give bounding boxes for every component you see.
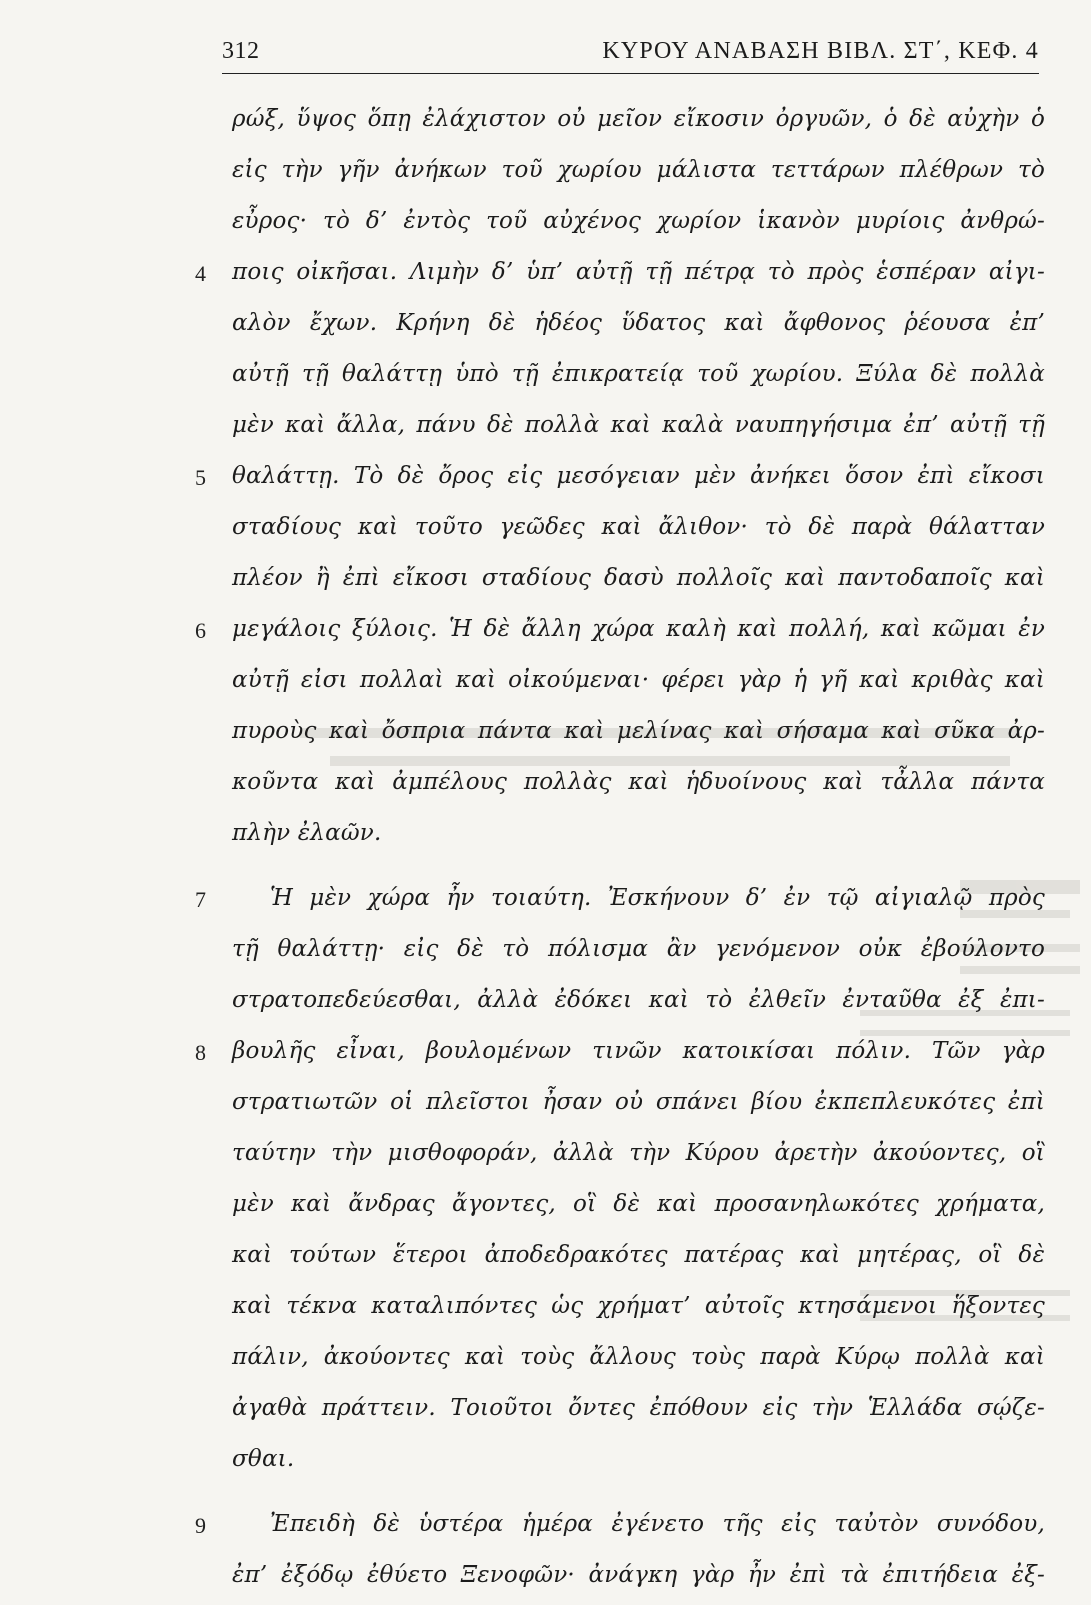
line-text: εἰς τὴν γῆν ἀνήκων τοῦ χωρίου μάλιστα τεττάρων πλέθρων τὸ xyxy=(232,157,1045,183)
line-text: πάλιν, ἀκούοντες καὶ τοὺς ἄλλους τοὺς παρὰ Κύρῳ πολλὰ καὶ xyxy=(232,1344,1045,1370)
text-line xyxy=(0,1336,1091,1387)
text-line xyxy=(0,1285,1091,1336)
line-text: πυροὺς καὶ ὄσπρια πάντα καὶ μελίνας καὶ σήσαμα καὶ σῦκα ἀρ- xyxy=(232,718,1045,744)
line-text: ἀγαθὰ πράττειν. Τοιοῦτοι ὄντες ἐπόθουν εἰς τὴν Ἑλλάδα σῴζε- xyxy=(232,1395,1045,1421)
line-text: βουλῆς εἶναι, βουλομένων τινῶν κατοικίσαι πόλιν. Τῶν γὰρ xyxy=(232,1038,1045,1064)
text-line xyxy=(0,251,1091,302)
line-text: σθαι. xyxy=(232,1446,295,1472)
text-line xyxy=(0,557,1091,608)
line-text: Ἡ μὲν χώρα ἦν τοιαύτη. Ἐσκήνουν δ’ ἐν τῷ αἰγιαλῷ πρὸς xyxy=(270,885,1045,911)
text-line xyxy=(0,761,1091,812)
text-line xyxy=(0,710,1091,761)
line-text: κοῦντα καὶ ἀμπέλους πολλὰς καὶ ἡδυοίνους καὶ τἆλλα πάντα xyxy=(232,769,1045,795)
text-line xyxy=(0,302,1091,353)
section-number: 9 xyxy=(195,1513,206,1538)
line-text: Ἐπειδὴ δὲ ὑστέρα ἡμέρα ἐγένετο τῆς εἰς ταὐτὸν συνόδου, xyxy=(270,1511,1045,1537)
line-text: ταύτην τὴν μισθοφοράν, ἀλλὰ τὴν Κύρου ἀρετὴν ἀκούοντες, οἳ xyxy=(232,1140,1045,1166)
line-text: ρώξ, ὕψος ὅπῃ ἐλάχιστον οὐ μεῖον εἴκοσιν ὀργυῶν, ὁ δὲ αὐχὴν ὁ xyxy=(232,106,1045,132)
text-body xyxy=(0,98,1091,1605)
text-line xyxy=(0,1081,1091,1132)
text-line xyxy=(0,1554,1091,1605)
line-text: μεγάλοις ξύλοις. Ἡ δὲ ἄλλη χώρα καλὴ καὶ πολλή, καὶ κῶμαι ἐν xyxy=(232,616,1045,642)
text-line xyxy=(0,98,1091,149)
line-text: καὶ τέκνα καταλιπόντες ὡς χρήματ’ αὐτοῖς κτησάμενοι ἥξοντες xyxy=(232,1293,1045,1319)
text-line xyxy=(0,1183,1091,1234)
page-header xyxy=(222,36,1039,76)
text-line xyxy=(0,200,1091,251)
text-line xyxy=(0,659,1091,710)
text-line xyxy=(0,1387,1091,1438)
section-number: 7 xyxy=(195,887,206,912)
section-number: 6 xyxy=(195,618,206,643)
section-number: 5 xyxy=(195,465,206,490)
running-head: ΚΥΡΟΥ ΑΝΑΒΑΣΗ ΒΙΒΛ. ΣΤ΄, ΚΕΦ. 4 xyxy=(602,38,1039,64)
text-line xyxy=(0,812,1091,863)
line-text: ἐπ’ ἐξόδῳ ἐθύετο Ξενοφῶν· ἀνάγκη γὰρ ἦν ἐπὶ τὰ ἐπιτήδεια ἐξ- xyxy=(232,1562,1045,1588)
line-text: καὶ τούτων ἕτεροι ἀποδεδρακότες πατέρας καὶ μητέρας, οἳ δὲ xyxy=(232,1242,1045,1268)
text-line xyxy=(0,1234,1091,1285)
line-text: μὲν καὶ ἄνδρας ἄγοντες, οἳ δὲ καὶ προσανηλωκότες χρήματα, xyxy=(232,1191,1045,1217)
text-line xyxy=(0,455,1091,506)
line-text: αὐτῇ τῇ θαλάττῃ ὑπὸ τῇ ἐπικρατείᾳ τοῦ χωρίου. Ξύλα δὲ πολλὰ xyxy=(232,361,1045,387)
line-text: εὖρος· τὸ δ’ ἐντὸς τοῦ αὐχένος χωρίον ἱκανὸν μυρίοις ἀνθρώ- xyxy=(232,208,1045,234)
text-line xyxy=(0,353,1091,404)
line-text: αλὸν ἔχων. Κρήνη δὲ ἡδέος ὕδατος καὶ ἄφθονος ῥέουσα ἐπ’ xyxy=(232,310,1045,336)
line-text: σταδίους καὶ τοῦτο γεῶδες καὶ ἄλιθον· τὸ δὲ παρὰ θάλατταν xyxy=(232,514,1045,540)
section-number: 8 xyxy=(195,1040,206,1065)
line-text: αὐτῇ εἰσι πολλαὶ καὶ οἰκούμεναι· φέρει γὰρ ἡ γῆ καὶ κριθὰς καὶ xyxy=(232,667,1045,693)
text-line xyxy=(0,877,1091,928)
text-line xyxy=(0,1030,1091,1081)
text-line xyxy=(0,1132,1091,1183)
text-line xyxy=(0,506,1091,557)
line-text: πλέον ἢ ἐπὶ εἴκοσι σταδίους δασὺ πολλοῖς καὶ παντοδαποῖς καὶ xyxy=(232,565,1045,591)
text-line xyxy=(0,979,1091,1030)
text-line xyxy=(0,1438,1091,1489)
text-line xyxy=(0,149,1091,200)
text-line xyxy=(0,1503,1091,1554)
line-text: τῇ θαλάττῃ· εἰς δὲ τὸ πόλισμα ἂν γενόμενον οὐκ ἐβούλοντο xyxy=(232,936,1045,962)
line-text: στρατιωτῶν οἱ πλεῖστοι ἦσαν οὐ σπάνει βίου ἐκπεπλευκότες ἐπὶ xyxy=(232,1089,1045,1115)
section-number: 4 xyxy=(195,261,206,286)
page-number: 312 xyxy=(222,38,260,64)
line-text: πλὴν ἐλαῶν. xyxy=(232,820,382,846)
header-rule xyxy=(222,73,1039,74)
text-line xyxy=(0,608,1091,659)
text-line xyxy=(0,404,1091,455)
line-text: θαλάττῃ. Τὸ δὲ ὄρος εἰς μεσόγειαν μὲν ἀνήκει ὅσον ἐπὶ εἴκοσι xyxy=(232,463,1045,489)
line-text: μὲν καὶ ἄλλα, πάνυ δὲ πολλὰ καὶ καλὰ ναυπηγήσιμα ἐπ’ αὐτῇ τῇ xyxy=(232,412,1045,438)
text-line xyxy=(0,928,1091,979)
line-text: ποις οἰκῆσαι. Λιμὴν δ’ ὑπ’ αὐτῇ τῇ πέτρᾳ τὸ πρὸς ἑσπέραν αἰγι- xyxy=(232,259,1045,285)
line-text: στρατοπεδεύεσθαι, ἀλλὰ ἐδόκει καὶ τὸ ἐλθεῖν ἐνταῦθα ἐξ ἐπι- xyxy=(232,987,1045,1013)
